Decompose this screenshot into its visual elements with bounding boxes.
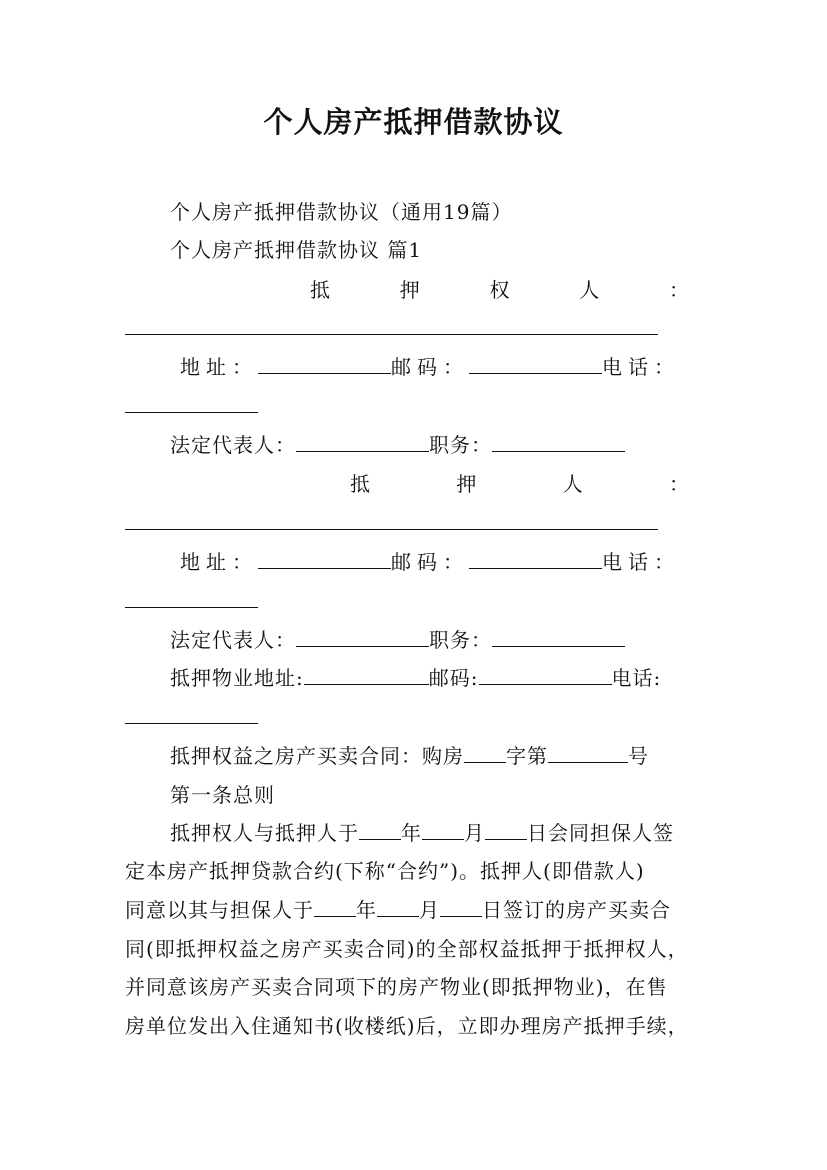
rep-blank[interactable] — [296, 626, 429, 647]
title-label: 职务： — [429, 433, 492, 457]
zip-blank[interactable] — [469, 353, 602, 374]
label-char: 人 — [562, 472, 584, 496]
label-char: 押 — [399, 278, 421, 302]
property-address-line — [170, 663, 710, 693]
zip-blank[interactable] — [469, 548, 602, 569]
rep-label: 法定代表人： — [170, 433, 296, 457]
contract-number-blank[interactable] — [548, 742, 628, 763]
mortgagee-blank[interactable] — [125, 334, 658, 335]
tel-label: 电话： — [602, 355, 680, 379]
contract-line — [170, 741, 710, 771]
year-blank[interactable] — [359, 819, 401, 840]
label-char: ： — [668, 472, 690, 496]
contract-char-blank[interactable] — [464, 742, 506, 763]
para-text: 日签订的房产买卖合 — [482, 898, 671, 922]
month-label: 月 — [419, 898, 440, 922]
day-blank[interactable] — [440, 896, 482, 917]
address-label: 地址： — [180, 355, 258, 379]
mortgagee-label — [310, 275, 690, 305]
title-blank[interactable] — [492, 626, 625, 647]
month-blank[interactable] — [377, 896, 419, 917]
tel-label: 电话: — [611, 666, 662, 690]
address-blank[interactable] — [258, 548, 391, 569]
para-line-4: 同(即抵押权益之房产买卖合同)的全部权益抵押于抵押权人， — [125, 937, 689, 961]
para-line-2: 定本房产抵押贷款合约(下称“合约”)。抵押人(即借款人) — [125, 859, 645, 883]
year-blank[interactable] — [314, 896, 356, 917]
title-label: 职务： — [429, 628, 492, 652]
tel-blank[interactable] — [125, 412, 258, 413]
label-char: 抵 — [310, 278, 331, 302]
year-label: 年 — [356, 898, 377, 922]
para-line-1 — [170, 818, 710, 848]
mortgagor-rep-line — [170, 625, 710, 655]
title-blank[interactable] — [492, 431, 625, 452]
month-label: 月 — [464, 821, 485, 845]
mortgagor-address-line — [180, 547, 690, 577]
para-line-5: 并同意该房产买卖合同项下的房产物业(即抵押物业)，在售 — [125, 975, 668, 999]
tel-label: 电话： — [602, 550, 680, 574]
contract-mid: 字第 — [506, 744, 548, 768]
address-blank[interactable] — [258, 353, 391, 374]
zip-label: 邮码： — [391, 355, 469, 379]
para-text: 日会同担保人签 — [527, 821, 674, 845]
para-text: 抵押权人与抵押人于 — [170, 821, 359, 845]
zip-label: 邮码: — [428, 666, 479, 690]
property-tel-blank[interactable] — [125, 723, 258, 724]
month-blank[interactable] — [422, 819, 464, 840]
para-line-3 — [125, 895, 710, 925]
label-char: 人 — [579, 278, 601, 302]
mortgagee-rep-line — [170, 430, 710, 460]
document-subtitle: 个人房产抵押借款协议（通用19篇） — [170, 200, 513, 224]
zip-blank[interactable] — [479, 664, 612, 685]
property-address-label: 抵押物业地址: — [170, 666, 304, 690]
zip-label: 邮码： — [391, 550, 469, 574]
rep-blank[interactable] — [296, 431, 429, 452]
document-title: 个人房产抵押借款协议 — [263, 105, 564, 139]
address-label: 地址： — [180, 550, 258, 574]
tel-blank[interactable] — [125, 607, 258, 608]
label-char: 权 — [489, 278, 511, 302]
mortgagor-label — [350, 469, 690, 499]
mortgagor-blank[interactable] — [125, 529, 658, 530]
label-char: 抵 — [350, 472, 371, 496]
contract-prefix: 抵押权益之房产买卖合同：购房 — [170, 744, 464, 768]
year-label: 年 — [401, 821, 422, 845]
mortgagee-address-line — [180, 352, 690, 382]
contract-suffix: 号 — [628, 744, 649, 768]
label-char: ： — [669, 278, 690, 302]
para-line-6: 房单位发出入住通知书(收楼纸)后，立即办理房产抵押手续， — [125, 1014, 689, 1038]
day-blank[interactable] — [485, 819, 527, 840]
label-char: 押 — [456, 472, 478, 496]
rep-label: 法定代表人： — [170, 628, 296, 652]
para-text: 同意以其与担保人于 — [125, 898, 314, 922]
property-address-blank[interactable] — [304, 664, 429, 685]
article-heading: 第一条总则 — [170, 783, 275, 807]
section-heading: 个人房产抵押借款协议 篇1 — [170, 238, 423, 262]
